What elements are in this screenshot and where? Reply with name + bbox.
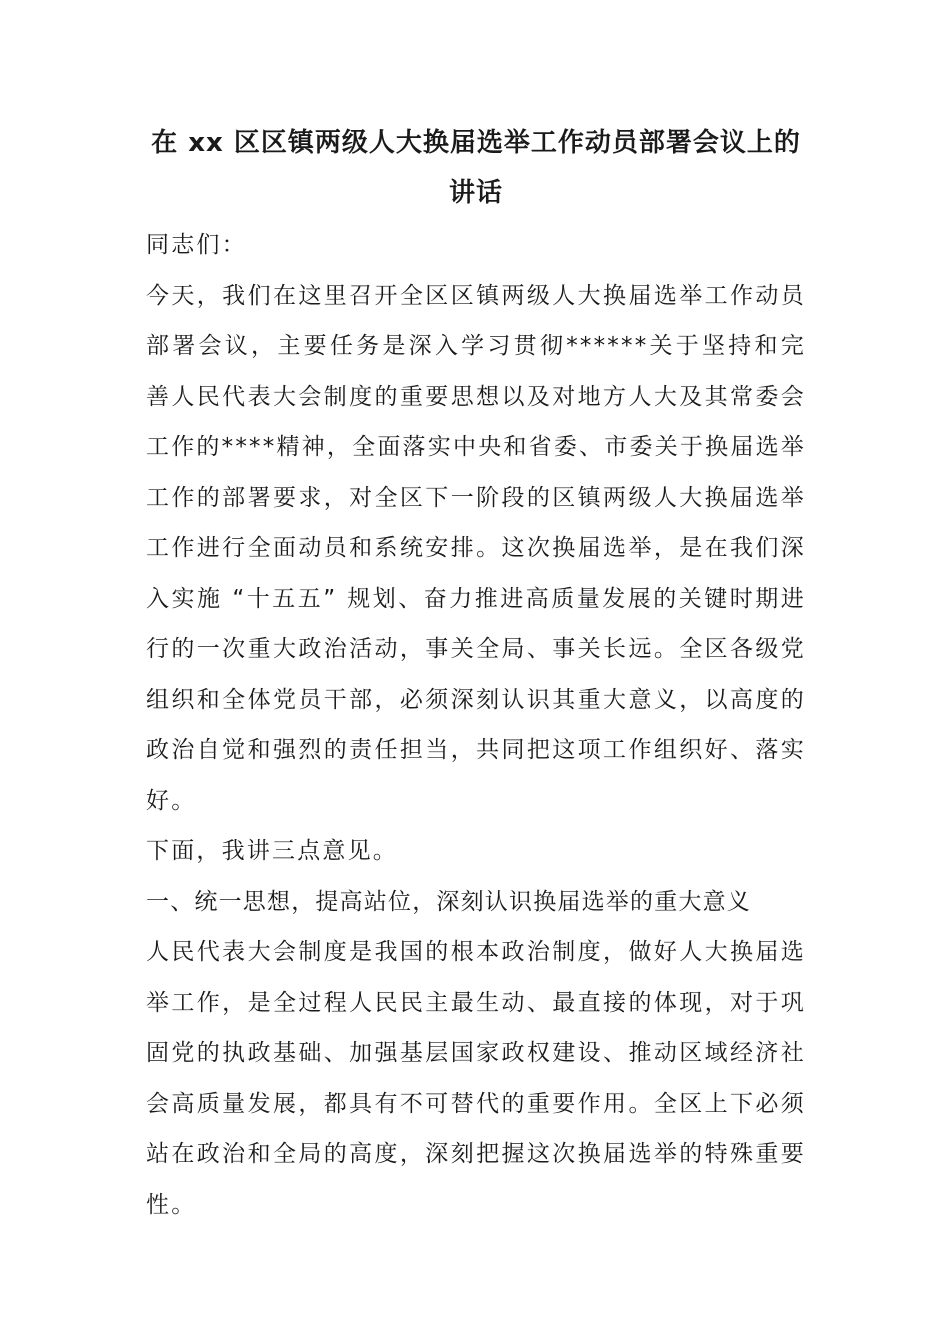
document-body [146, 220, 806, 1230]
transition-paragraph: 下面，我讲三点意见。 [146, 838, 398, 864]
section-heading-one: 一、统一思想，提高站位，深刻认识换届选举的重大意义 [146, 888, 751, 915]
document-page [146, 118, 806, 1230]
salutation-paragraph: 同志们： [146, 232, 247, 258]
document-title: 在 xx 区区镇两级人大换届选举工作动员部署会议上的讲话 [151, 128, 801, 208]
section-one-paragraph: 人民代表大会制度是我国的根本政治制度，做好人大换届选举工作，是全过程人民民主最生动、最直接的体现，对于巩固党的执政基础、加强基层国家政权建设、推动区域经济社会高质量发展，都具有不可替代的重要作用。全区上下必须站在政治和全局的高度，深刻把握这次换届选举的特殊重要性。 [146, 939, 806, 1218]
opening-paragraph: 今天，我们在这里召开全区区镇两级人大换届选举工作动员部署会议，主要任务是深入学习贯彻******关于坚持和完善人民代表大会制度的重要思想以及对地方人大及其常委会工作的****精神，全面落实中央和省委、市委关于换届选举工作的部署要求，对全区下一阶段的区镇两级人大换届选举工作进行全面动员和系统安排。这次换届选举，是在我们深入实施 “十五五” 规划、奋力推进高质量发展的关键时期进行的一次重大政治活动，事关全局、事关长远。全区各级党组织和全体党员干部，必须深刻认识其重大意义，以高度的政治自觉和强烈的责任担当，共同把这项工作组织好、落实好。 [146, 282, 806, 814]
